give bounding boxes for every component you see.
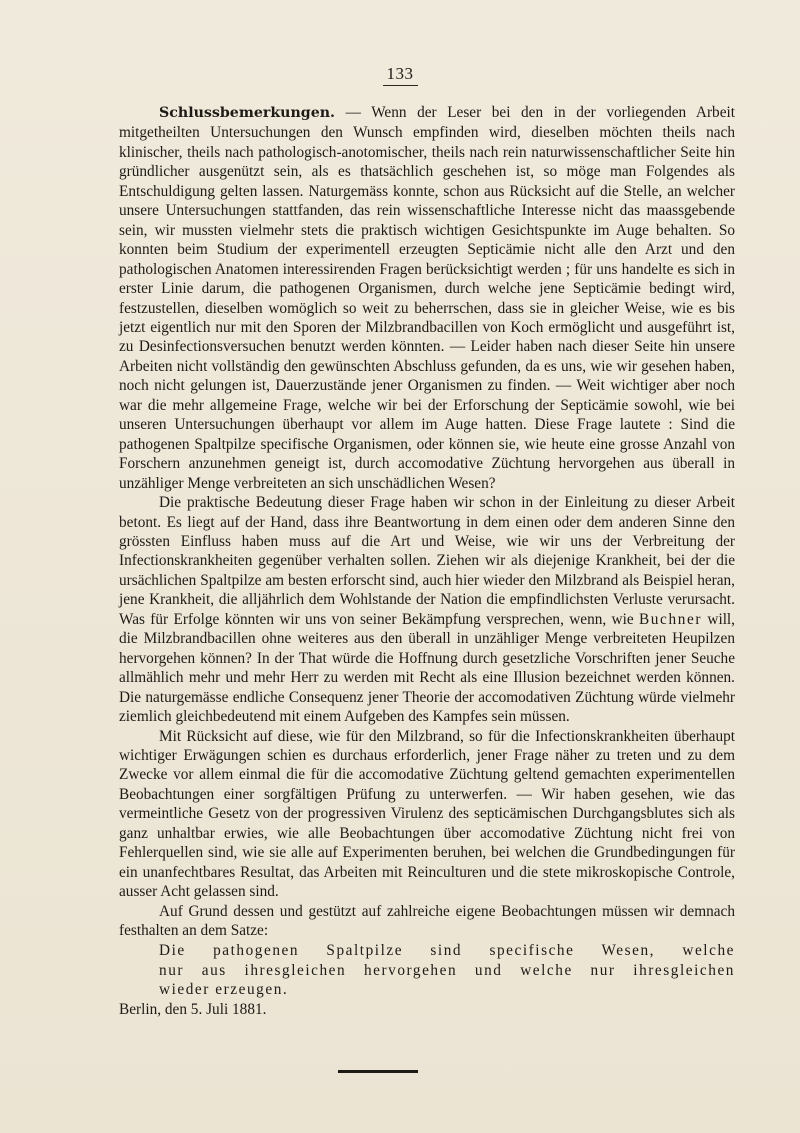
signoff-place-date: Berlin, den 5. Juli 1881. xyxy=(119,1000,267,1018)
author-name-buchner: Buchner xyxy=(639,610,703,628)
paragraph-text: Mit Rücksicht auf diese, wie für den Milzbrand, so für die Infectionskrankheiten überhaupt wichtiger Erwägungen schien es durchaus erforderlich, jener Frage näher zu treten und zu dem Zwecke vor allem einmal die für die accomodative Züchtung geltend gemachten experimentellen Beobachtungen einer sorgfältigen Prüfung zu unterwerfen. — Wir haben gesehen, wie das vermeintliche Gesetz von der progressiven Virulenz des septicämischen Durchgangsblutes sich als ganz unhaltbar erwies, wie alle Beobachtungen über accomodative Züchtung nicht frei von Fehlerquellen sind, wie sie alle auf Experimenten beruhen, bei welchen die Grundbedingungen für ein unanfechtbares Resultat, das Arbeiten mit Reinculturen und die stete mikroskopische Controle, ausser Acht gelassen sind. xyxy=(119,727,735,901)
paragraph-text: Auf Grund dessen und gestützt auf zahlreiche eigene Beobachtungen müssen wir demnach festhalten an dem Satze: xyxy=(119,902,735,940)
body-text xyxy=(119,103,735,1019)
paragraph-concluding-remarks xyxy=(119,103,735,493)
section-heading: Schlussbemerkungen. xyxy=(159,105,335,121)
conclusion-thesis xyxy=(159,941,735,999)
paragraph-thesis-intro xyxy=(119,902,735,941)
paragraph-text: — Wenn der Leser bei den in der vorliegenden Arbeit mitgetheilten Untersuchungen den Wunsch empfinden wird, dieselben möchten theils nach klinischer, theils nach pathologisch-anotomischer, theils nach rein naturwissenschaftlicher Seite hin gründlicher ausgenützt sein, als es thatsächlich geschehen ist, so möge man Folgendes als Entschuldigung gelten lassen. Naturgemäss konnte, schon aus Rücksicht auf die Stelle, an welcher unsere Untersuchungen stattfanden, das rein wissenschaftliche Interesse nicht das maassgebende sein, wir mussten vielmehr stets die praktisch wichtigen Gesichtspunkte im Auge behalten. So konnten beim Studium der experimentell erzeugten Septicämie nicht alle den Arzt und den pathologischen Anatomen interessirenden Fragen berücksichtigt werden ; für uns handelte es sich in erster Linie darum, die pathogenen Organismen, durch welche jene Septicämie bedingt wird, festzustellen, dieselben womöglich so weit zu beherrschen, dass sie in gleicher Weise, wie es bis jetzt eigentlich nur mit den Sporen der Milzbrandbacillen von Koch ermöglicht und ausgeführt ist, zu Desinfectionsversuchen benutzt werden könnten. — Leider haben nach dieser Seite hin unsere Arbeiten nicht vollständig den gewünschten Abschluss gefunden, da es uns, wie wir gesehen haben, noch nicht gelungen ist, Dauerzustände jener Organismen zu finden. — Weit wichtiger aber noch war die mehr allgemeine Frage, welche wir bei der Erforschung der Septicämie sowohl, wie bei unseren Untersuchungen überhaupt vor allem im Auge hatten. Diese Frage lautete : Sind die pathogenen Spaltpilze specifische Organismen, oder können sie, wie heute eine grosse Anzahl von Forschern anzunehmen geneigt ist, durch accomodative Züchtung hervorgehen aus überall in unzähliger Menge verbreiteten an sich unschädlichen Wesen? xyxy=(119,104,735,492)
paragraph-practical-significance xyxy=(119,493,735,726)
conclusion-line: nur aus ihresgleichen hervorgehen und welche nur ihresgleichen xyxy=(159,961,735,979)
page-number: 133 xyxy=(0,64,800,86)
paragraph-considerations xyxy=(119,727,735,902)
paragraph-text: will, die Milzbrandbacillen ohne weiteres aus den überall in unzähliger Menge verbreiteten Heupilzen hervorgehen können? In der That würde die Hoffnung durch gesetzliche Vorschriften jener Seuche allmählich mehr und mehr Herr zu werden mit Recht als eine Illusion bezeichnet werden können. Die naturgemässe endliche Consequenz jener Theorie der accomodativen Züchtung würde vielmehr ziemlich gleichbedeutend mit einem Aufgeben des Kampfes sein müssen. xyxy=(119,610,736,726)
conclusion-line: wieder erzeugen. xyxy=(159,981,289,999)
conclusion-line: Die pathogenen Spaltpilze sind specifische Wesen, welche xyxy=(159,942,735,960)
end-rule xyxy=(338,1070,418,1073)
paragraph-text: Die praktische Bedeutung dieser Frage haben wir schon in der Einleitung zu dieser Arbeit betont. Es liegt auf der Hand, dass ihre Beantwortung in dem einen oder dem anderen Sinne den grössten Einfluss haben muss auf die Art und Weise, wie wir uns der Verbreitung der Infectionskrankheiten gegenüber verhalten sollen. Ziehen wir als diejenige Krankheit, bei der die ursächlichen Spaltpilze am besten erforscht sind, auch hier wieder den Milzbrand als Beispiel heran, jene Krankheit, die alljährlich dem Wohlstande der Nation die empfindlichsten Verluste verursacht. Was für Erfolge könnten wir uns von seiner Bekämpfung versprechen, wenn, wie xyxy=(119,494,735,628)
